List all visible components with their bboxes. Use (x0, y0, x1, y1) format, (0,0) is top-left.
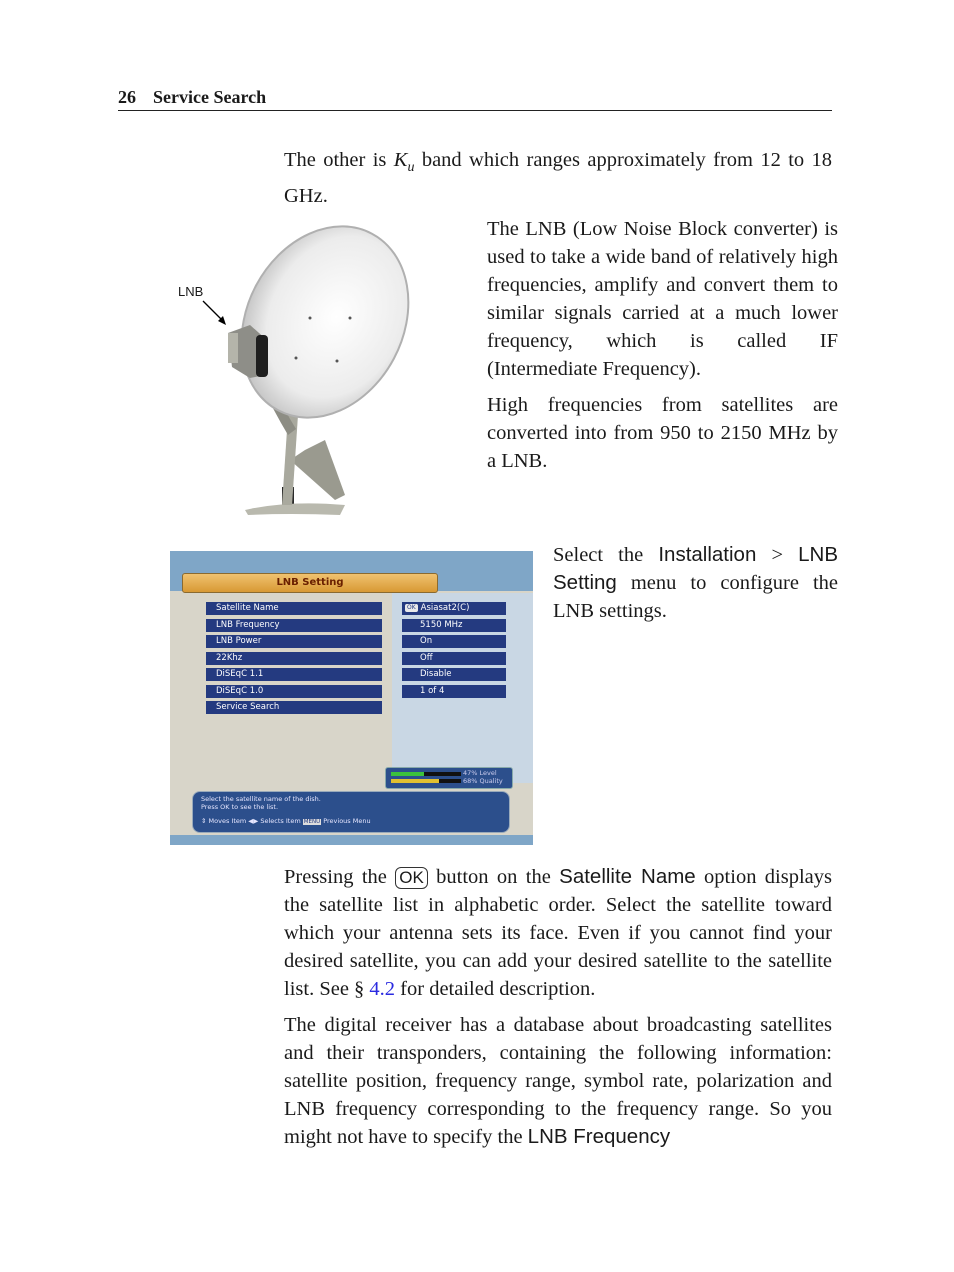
menu-item-lnb-frequency[interactable]: LNB Frequency (206, 619, 382, 632)
quality-label: 68% Quality (463, 777, 503, 785)
menu-path-installation: Installation (658, 543, 757, 566)
ok-badge: OK (407, 603, 416, 611)
menu-item-service-search[interactable]: Service Search (206, 701, 382, 714)
level-bar (391, 772, 424, 776)
nav-moves: Moves Item (208, 817, 247, 825)
lnb-callout-label: LNB (178, 284, 204, 299)
help-box (192, 791, 510, 833)
help-line-1: Select the satellite name of the dish. (201, 795, 321, 803)
value-lnb-power[interactable]: On (402, 635, 506, 648)
quality-bar (391, 779, 439, 783)
ok-key: OK (395, 867, 428, 889)
option-satellite-name: Satellite Name (559, 865, 696, 888)
up-down-arrows-icon: ⇕ (201, 817, 207, 825)
database-paragraph: The digital receiver has a database about broadcasting satellites and their transponders, containing the following information: satellite position, frequency range, symbol rate, polarization and LNB frequency corresponding to the frequency range. So you might not have to specify the LNB Frequency (284, 1014, 832, 1148)
nav-previous: Previous Menu (323, 817, 371, 825)
running-header (118, 86, 832, 111)
intro-paragraph: The other is $K_u$ band which ranges approximately from 12 to 18 GHz. (284, 149, 833, 208)
value-lnb-frequency[interactable]: 5150 MHz (402, 619, 506, 632)
menu-key-badge: MENU (303, 819, 321, 825)
frequency-conversion-paragraph: High frequencies from satellites are converted into from 950 to 2150 MHz by a LNB. (487, 394, 838, 472)
satellite-dish-illustration (170, 215, 420, 525)
menu-item-22khz[interactable]: 22Khz (206, 652, 382, 665)
level-label: 47% Level (463, 769, 497, 777)
value-satellite-name[interactable]: OK Asiasat2(C) (402, 602, 506, 615)
help-line-2: Press OK to see the list. (201, 803, 279, 811)
left-right-arrows-icon: ◀▶ (248, 817, 259, 825)
satellite-dish-figure (170, 215, 420, 525)
term-lnb-frequency: LNB Frequency (527, 1125, 671, 1148)
select-menu-paragraph: Select the Installation > LNB Setting menu to configure the LNB settings. (553, 543, 839, 622)
lnb-setting-screenshot (170, 551, 533, 845)
value-diseqc-1-1[interactable]: Disable (402, 668, 506, 681)
menu-item-diseqc-1-0[interactable]: DiSEqC 1.0 (206, 685, 382, 698)
value-22khz[interactable]: Off (402, 652, 506, 665)
nav-hints (201, 817, 501, 826)
menu-item-lnb-power[interactable]: LNB Power (206, 635, 382, 648)
section-title: Service Search (153, 87, 267, 107)
screen-title: LNB Setting (182, 573, 438, 593)
menu-item-satellite-name[interactable]: Satellite Name (206, 602, 382, 615)
lnb-description-paragraph: The LNB (Low Noise Block converter) is used to take a wide band of relatively high frequencies, amplify and convert them to similar signals carried at a much lower frequency, which is called IF (Intermediate Frequency). (487, 218, 838, 380)
menu-path-lnb-setting: LNB Setting (553, 543, 839, 594)
page-number: 26 (118, 87, 136, 107)
nav-selects: Selects Item (260, 817, 301, 825)
value-diseqc-1-0[interactable]: 1 of 4 (402, 685, 506, 698)
signal-meter (385, 767, 513, 789)
menu-item-diseqc-1-1[interactable]: DiSEqC 1.1 (206, 668, 382, 681)
section-link[interactable]: 4.2 (369, 978, 396, 1000)
pressing-ok-paragraph: Pressing the OK button on the Satellite Name option displays the satellite list in alphabetic order. Select the satellite toward which your antenna sets its face. Even if you cannot find your desired satellite, you can add your desired satellite to the satellite list. See § 4.2 for detailed description. (284, 865, 832, 1000)
